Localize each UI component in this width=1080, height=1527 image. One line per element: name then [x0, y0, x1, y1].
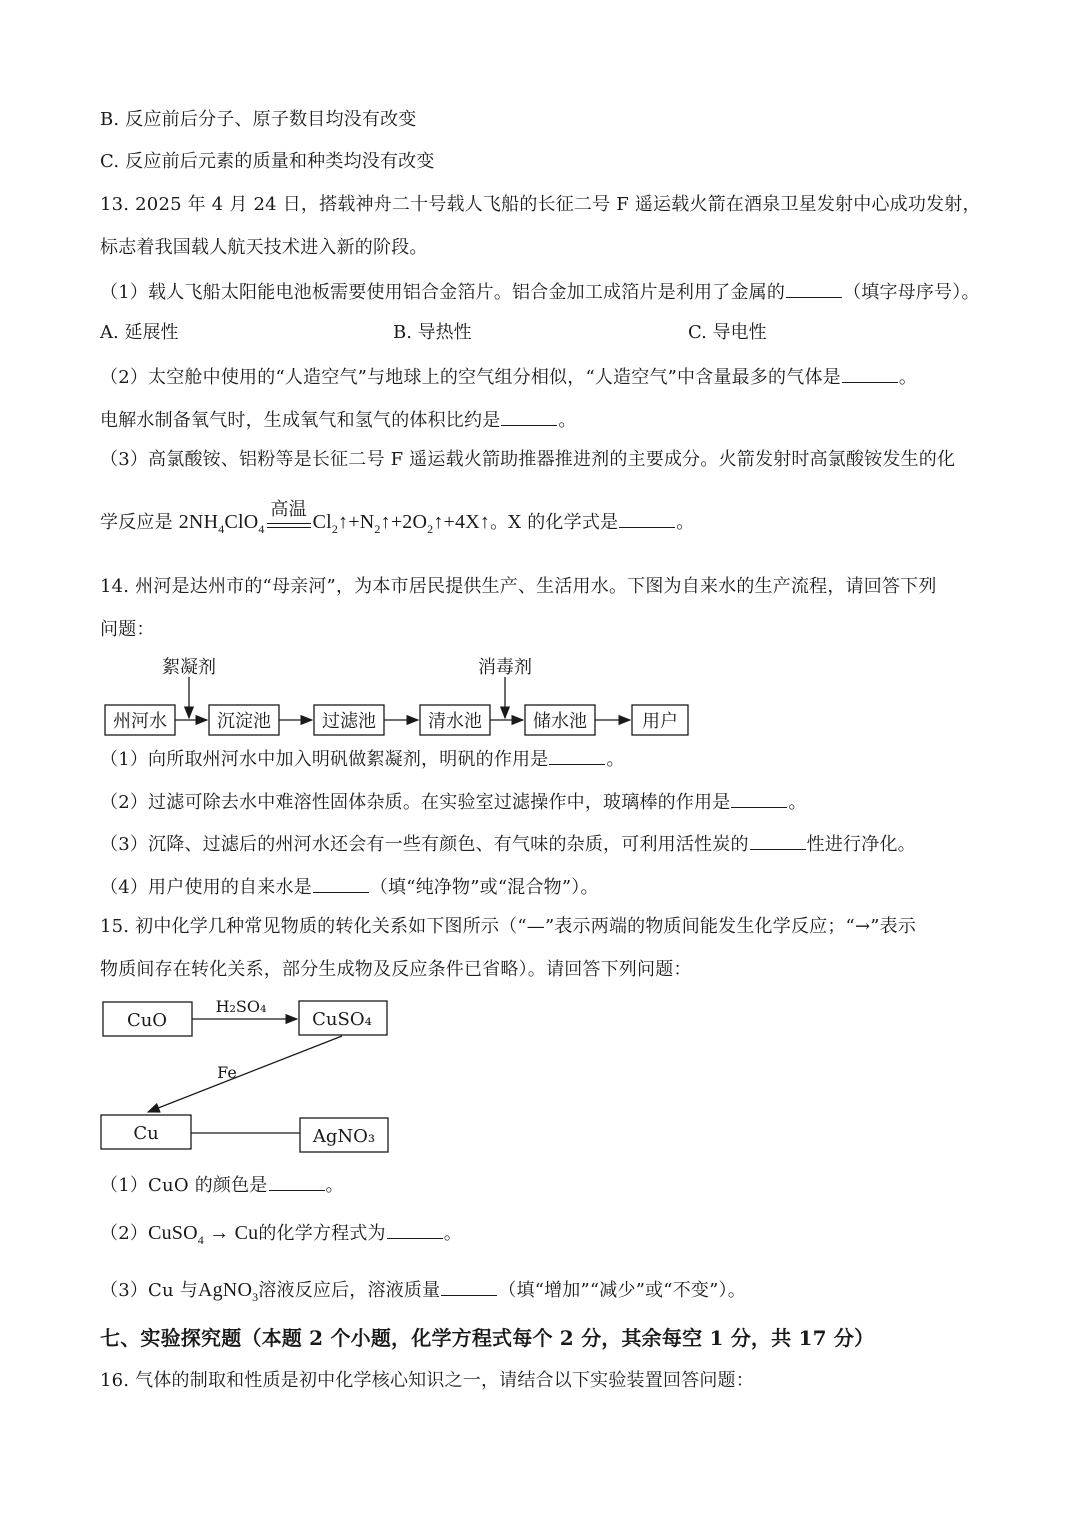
flow-node-label: 用户 [642, 711, 678, 732]
agno3-label: AgNO₃ [312, 1126, 376, 1147]
disinfectant-label: 消毒剂 [478, 657, 532, 678]
q15-part2: （2）CuSO$_4$ → Cu的化学方程式为 。 [100, 1222, 462, 1247]
q14-stem-line1: 14. 州河是达州市的“母亲河”，为本市居民提供生产、生活用水。下图为自来水的生产流程，请回答下列 [100, 576, 937, 597]
q13-part2-line2: 电解水制备氧气时，生成氧气和氢气的体积比约是 。 [100, 410, 577, 431]
h2so4-label: H₂SO₄ [215, 997, 267, 1016]
answer-blank[interactable] [619, 511, 675, 528]
conversion-diagram [0, 990, 1080, 1155]
q13-part1: （1）载人飞船太阳能电池板需要使用铝合金箔片。铝合金加工成箔片是利用了金属的 （填字母序号）。 [100, 282, 980, 303]
flow-node-label: 过滤池 [322, 711, 376, 732]
water-treatment-flowchart [0, 650, 1080, 740]
answer-blank[interactable] [842, 366, 898, 383]
cuso4-label: CuSO₄ [312, 1009, 372, 1030]
q13-part2: （2）太空舱中使用的“人造空气”与地球上的空气组分相似，“人造空气”中含量最多的气体是 。 [100, 367, 918, 388]
q14-stem-line2: 问题： [100, 619, 155, 640]
flocculant-label: 絮凝剂 [162, 657, 216, 678]
q13-option-a: A. 延展性 [100, 322, 179, 343]
q12-option-c: C. 反应前后元素的质量和种类均没有改变 [100, 151, 435, 172]
q12-option-b: B. 反应前后分子、原子数目均没有改变 [100, 109, 417, 130]
answer-blank[interactable] [313, 876, 369, 893]
q14-part1: （1）向所取州河水中加入明矾做絮凝剂，明矾的作用是 。 [100, 749, 625, 770]
answer-blank[interactable] [387, 1222, 443, 1239]
q14-part2: （2）过滤可除去水中难溶性固体杂质。在实验室过滤操作中，玻璃棒的作用是 。 [100, 792, 807, 813]
q13-option-b: B. 导热性 [393, 322, 472, 343]
q15-stem-line1: 15. 初中化学几种常见物质的转化关系如下图所示（“—”表示两端的物质间能发生化学反应；“→”表示 [100, 916, 917, 937]
q13-option-c: C. 导电性 [688, 322, 767, 343]
q15-part1: （1）CuO 的颜色是 。 [100, 1175, 344, 1196]
reaction-condition: 高温 [267, 527, 311, 528]
fe-label: Fe [217, 1063, 237, 1082]
answer-blank[interactable] [501, 409, 557, 426]
q13-stem-line1: 13. 2025 年 4 月 24 日，搭载神舟二十号载人飞船的长征二号 F 遥运载火箭在酒泉卫星发射中心成功发射， [100, 194, 981, 215]
cu-label: Cu [133, 1123, 159, 1144]
flow-node-label: 沉淀池 [217, 711, 271, 732]
arrow-cuso4-to-cu [148, 1036, 342, 1112]
q16-stem: 16. 气体的制取和性质是初中化学核心知识之一，请结合以下实验装置回答问题： [100, 1370, 754, 1391]
q14-part3: （3）沉降、过滤后的州河水还会有一些有颜色、有气味的杂质，可利用活性炭的 性进行净化。 [100, 834, 916, 855]
answer-blank[interactable] [269, 1174, 325, 1191]
agno3-formula: AgNO$_3$ [197, 1279, 259, 1304]
chemical-equation: $2NH_4ClO_4$ 高温 $Cl_2↑+N_2↑+2O_2↑+4X↑$ [178, 499, 491, 536]
q13-part3: （3）高氯酸铵、铝粉等是长征二号 F 遥运载火箭助推器推进剂的主要成分。火箭发射时高氯酸铵发生的化 [100, 449, 956, 470]
q14-part4: （4）用户使用的自来水是 （填“纯净物”或“混合物”）。 [100, 877, 599, 898]
flow-node-label: 清水池 [428, 711, 482, 732]
flow-node-label: 州河水 [113, 711, 167, 732]
answer-blank[interactable] [441, 1279, 497, 1296]
flow-node-label: 储水池 [533, 711, 587, 732]
answer-blank[interactable] [750, 833, 806, 850]
answer-blank[interactable] [786, 281, 842, 298]
q13-part3-equation-line: 学反应是 $2NH_4ClO_4$ 高温 $Cl_2↑+N_2↑+2O_2↑+4X↑$。X 的化学式是 。 [100, 499, 695, 536]
section-heading: 七、实验探究题（本题 2 个小题，化学方程式每个 2 分，其余每空 1 分，共 17 分） [100, 1326, 875, 1350]
answer-blank[interactable] [731, 791, 787, 808]
q15-part3: （3）Cu 与AgNO$_3$溶液反应后，溶液质量 （填“增加”“减少”或“不变”）。 [100, 1279, 746, 1304]
conversion-formula: CuSO$_4$ → Cu [148, 1222, 259, 1247]
cuo-label: CuO [126, 1010, 168, 1031]
q13-stem-line2: 标志着我国载人航天技术进入新的阶段。 [100, 237, 428, 258]
answer-blank[interactable] [549, 748, 605, 765]
q15-stem-line2: 物质间存在转化关系，部分生成物及反应条件已省略）。请回答下列问题： [100, 959, 692, 980]
